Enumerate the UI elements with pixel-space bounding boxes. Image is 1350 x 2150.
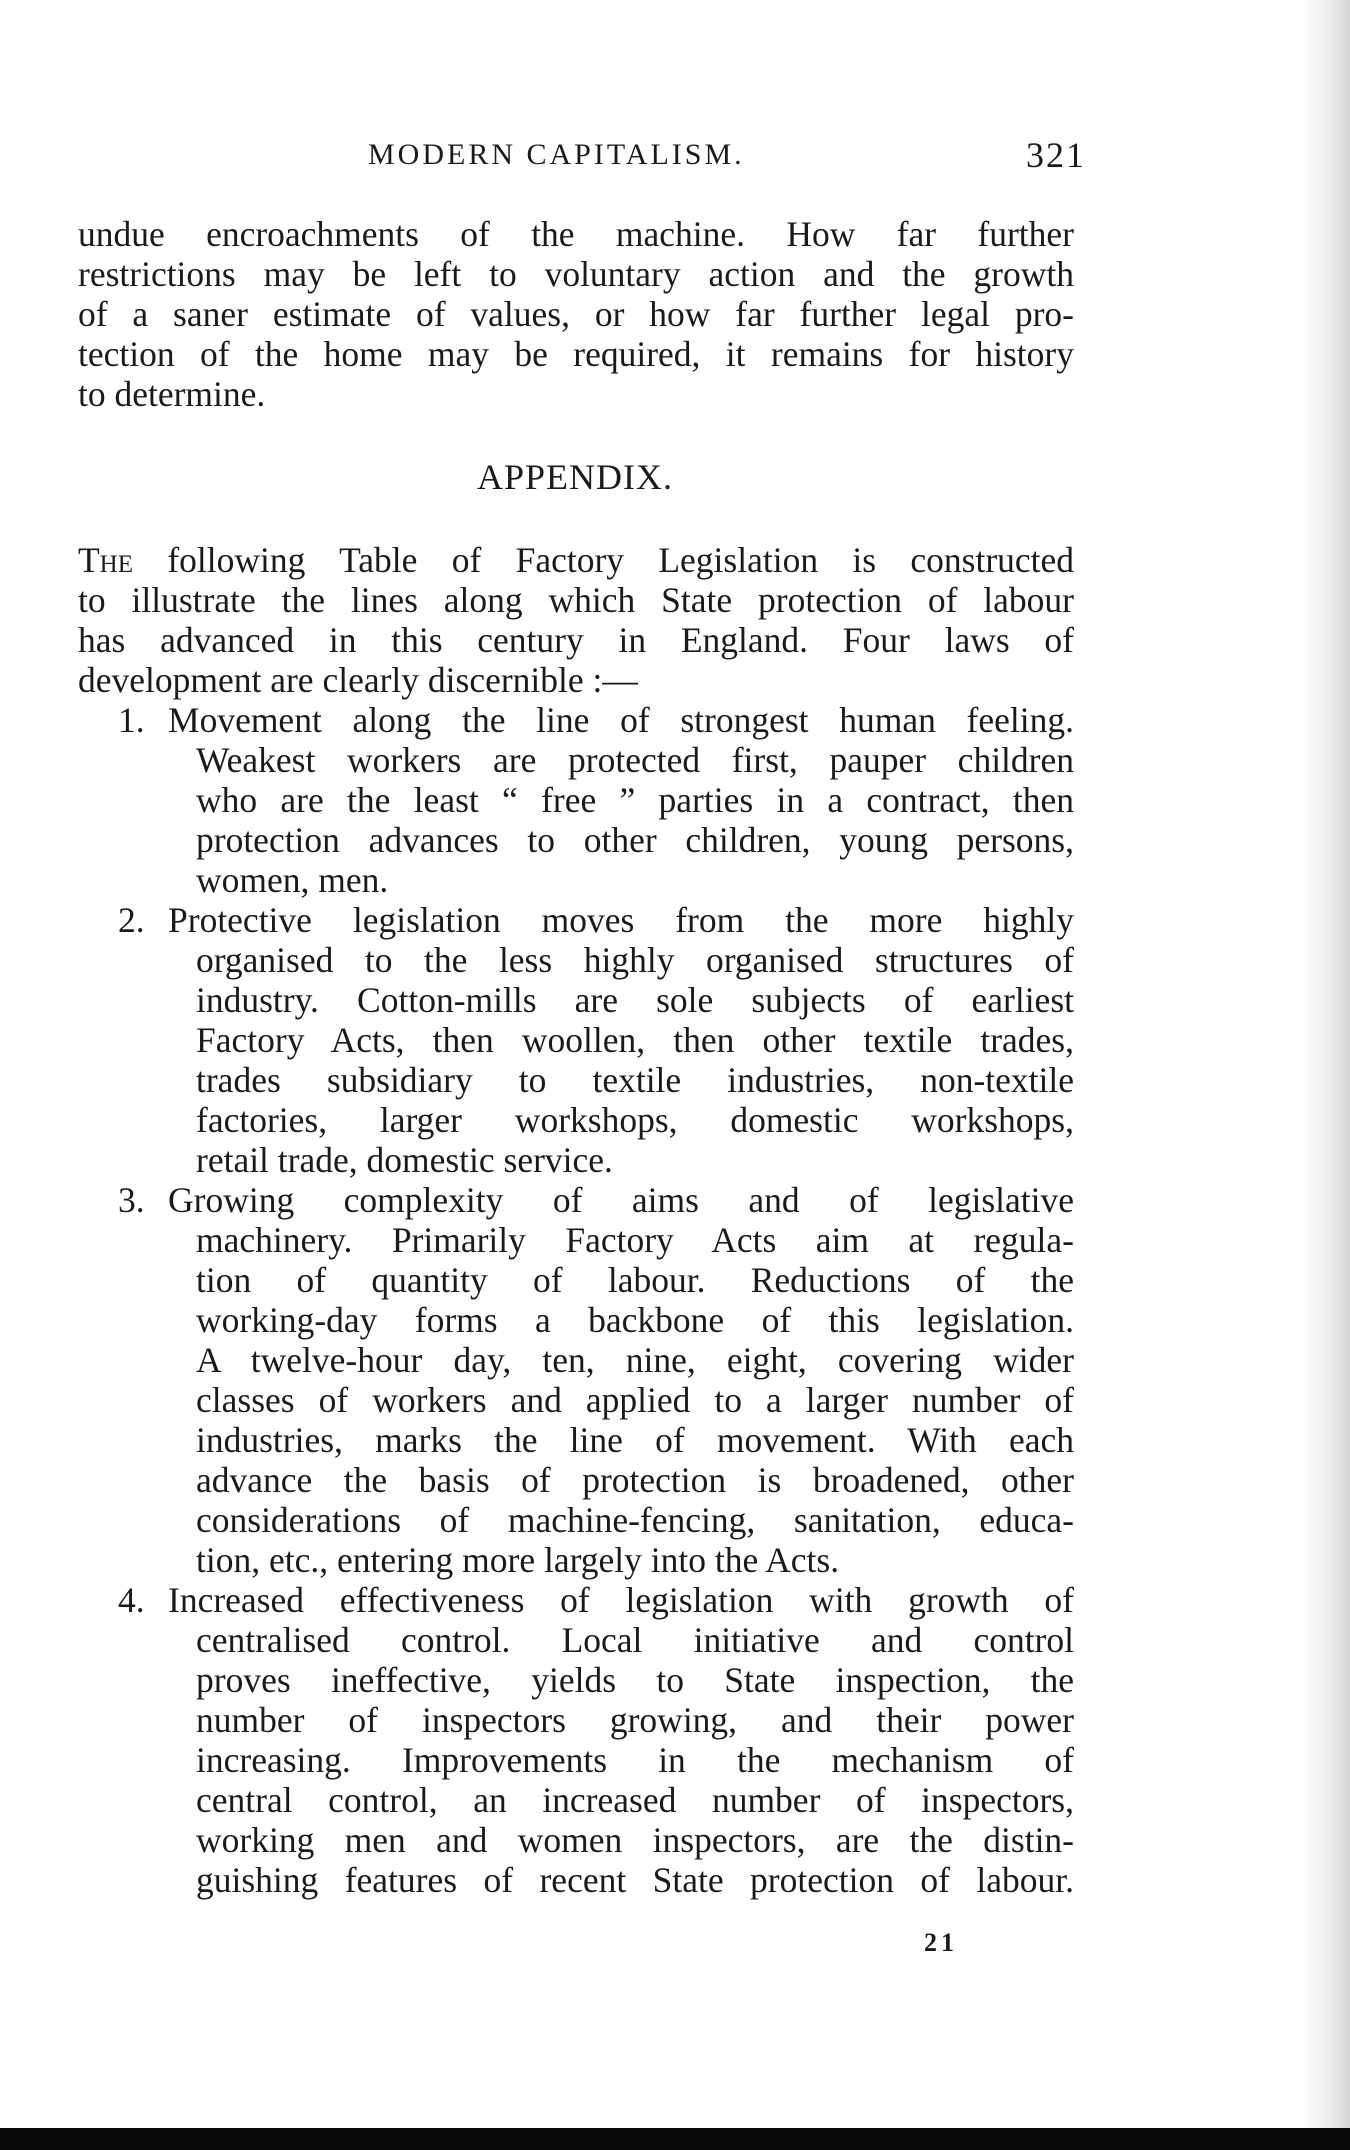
scan-bottom-border — [0, 2128, 1350, 2150]
list-item — [78, 1580, 1074, 1900]
text-line: A twelve-hour day, ten, nine, eight, covering wider — [196, 1340, 1074, 1380]
text-line: to determine. — [78, 374, 266, 414]
text-line: tion of quantity of labour. Reductions of the — [196, 1260, 1074, 1300]
text-line: proves ineffective, yields to State inspection, the — [196, 1660, 1074, 1700]
appendix-intro-paragraph — [78, 540, 1074, 700]
text-line: classes of workers and applied to a larger number of — [196, 1380, 1074, 1420]
intro-first-rest: following Table of Factory Legislation is constructed — [167, 540, 1075, 580]
text-line: to illustrate the lines along which State protection of labour — [78, 580, 1074, 620]
running-head — [78, 135, 1086, 188]
text-line: Movement along the line of strongest human feeling. — [168, 700, 1074, 740]
text-line: guishing features of recent State protection of labour. — [196, 1860, 1074, 1900]
text-line: restrictions may be left to voluntary action and the growth — [78, 254, 1074, 294]
text-line: protection advances to other children, young persons, — [196, 820, 1074, 860]
text-line: organised to the less highly organised structures of — [196, 940, 1074, 980]
list-item — [78, 900, 1074, 1180]
list-item — [78, 700, 1074, 900]
laws-list — [78, 700, 1074, 1900]
text-line: trades subsidiary to textile industries, non-textile — [196, 1060, 1074, 1100]
text-line: centralised control. Local initiative and control — [196, 1620, 1074, 1660]
signature-mark: 21 — [924, 1928, 958, 1957]
text-line: industry. Cotton-mills are sole subjects of earliest — [196, 980, 1074, 1020]
text-line: who are the least “ free ” parties in a contract, then — [196, 780, 1074, 820]
item-number: 3. — [118, 1180, 145, 1220]
text-line: advance the basis of protection is broadened, other — [196, 1460, 1074, 1500]
list-item — [78, 1180, 1074, 1580]
text-line: Protective legislation moves from the more highly — [168, 900, 1074, 940]
text-line: retail trade, domestic service. — [196, 1140, 613, 1180]
text-line: of a saner estimate of values, or how far further legal pro- — [78, 294, 1074, 334]
continuation-paragraph — [78, 214, 1074, 414]
text-line: considerations of machine-fencing, sanitation, educa- — [196, 1500, 1074, 1540]
text-line: working men and women inspectors, are the distin- — [196, 1820, 1074, 1860]
text-line: has advanced in this century in England. Four laws of — [78, 620, 1074, 660]
running-title: MODERN CAPITALISM. — [368, 138, 745, 171]
item-number: 2. — [118, 900, 145, 940]
text-line: tection of the home may be required, it remains for history — [78, 334, 1074, 374]
appendix-heading: APPENDIX. — [476, 457, 673, 497]
text-line: machinery. Primarily Factory Acts aim at regula- — [196, 1220, 1074, 1260]
text-line: Weakest workers are protected first, pauper children — [196, 740, 1074, 780]
page-edge-shadow — [1300, 0, 1350, 2128]
text-line: increasing. Improvements in the mechanism of — [196, 1740, 1074, 1780]
text-line: development are clearly discernible :— — [78, 660, 638, 700]
item-number: 4. — [118, 1580, 145, 1620]
text-line: working-day forms a backbone of this legislation. — [196, 1300, 1074, 1340]
text-line: tion, etc., entering more largely into the Acts. — [196, 1540, 840, 1580]
text-line: undue encroachments of the machine. How far further — [78, 214, 1074, 254]
item-number: 1. — [118, 700, 145, 740]
text-line: women, men. — [196, 860, 389, 900]
text-line: industries, marks the line of movement. With each — [196, 1420, 1074, 1460]
text-line: factories, larger workshops, domestic workshops, — [196, 1100, 1074, 1140]
page-number: 321 — [1026, 135, 1086, 175]
text-line: Increased effectiveness of legislation with growth of — [168, 1580, 1074, 1620]
intro-first-word: The — [78, 540, 134, 580]
text-line: Factory Acts, then woollen, then other textile trades, — [196, 1020, 1074, 1060]
text-line — [78, 540, 1074, 580]
text-line: number of inspectors growing, and their power — [196, 1700, 1074, 1740]
text-line: central control, an increased number of inspectors, — [196, 1780, 1074, 1820]
text-line: Growing complexity of aims and of legislative — [168, 1180, 1074, 1220]
